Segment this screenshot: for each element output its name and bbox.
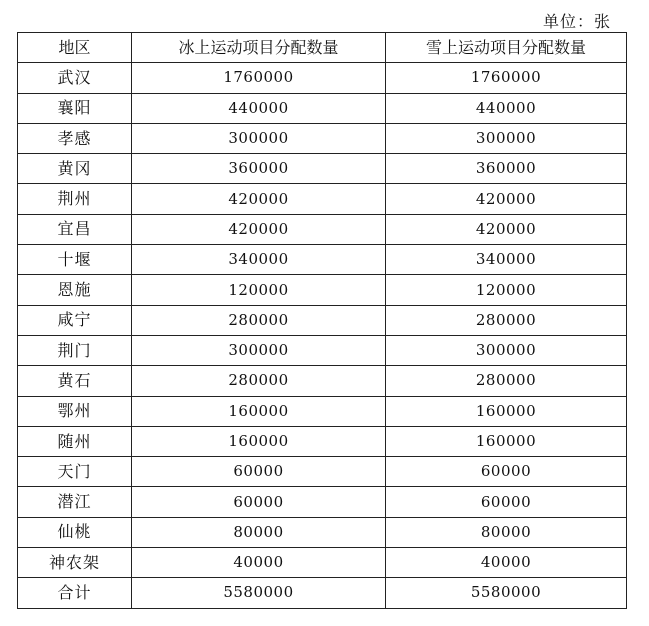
snow-allocation-cell: 280000 <box>386 366 627 396</box>
snow-allocation-cell: 360000 <box>386 154 627 184</box>
table-row <box>18 366 627 396</box>
table-row <box>18 275 627 305</box>
ice-allocation-cell: 60000 <box>132 457 386 487</box>
region-cell: 神农架 <box>18 548 132 578</box>
header-region: 地区 <box>18 33 132 63</box>
table-row <box>18 93 627 123</box>
snow-allocation-cell: 300000 <box>386 123 627 153</box>
table-row <box>18 63 627 93</box>
table-row <box>18 123 627 153</box>
ice-allocation-cell: 340000 <box>132 245 386 275</box>
snow-allocation-cell: 1760000 <box>386 63 627 93</box>
region-cell: 随州 <box>18 426 132 456</box>
ice-allocation-cell: 300000 <box>132 335 386 365</box>
table-row <box>18 305 627 335</box>
snow-allocation-cell: 280000 <box>386 305 627 335</box>
ice-allocation-cell: 160000 <box>132 426 386 456</box>
ice-allocation-cell: 1760000 <box>132 63 386 93</box>
header-snow-allocation: 雪上运动项目分配数量 <box>386 33 627 63</box>
table-body <box>18 63 627 608</box>
snow-allocation-cell: 160000 <box>386 426 627 456</box>
snow-allocation-cell: 420000 <box>386 214 627 244</box>
snow-allocation-cell: 80000 <box>386 517 627 547</box>
ice-allocation-cell: 5580000 <box>132 578 386 608</box>
table-row <box>18 184 627 214</box>
region-cell: 武汉 <box>18 63 132 93</box>
table-row <box>18 548 627 578</box>
snow-allocation-cell: 120000 <box>386 275 627 305</box>
table-row <box>18 335 627 365</box>
table-row <box>18 214 627 244</box>
snow-allocation-cell: 440000 <box>386 93 627 123</box>
region-cell: 合计 <box>18 578 132 608</box>
ice-allocation-cell: 40000 <box>132 548 386 578</box>
table-row <box>18 426 627 456</box>
ice-allocation-cell: 60000 <box>132 487 386 517</box>
snow-allocation-cell: 420000 <box>386 184 627 214</box>
table-row <box>18 396 627 426</box>
ice-allocation-cell: 420000 <box>132 184 386 214</box>
unit-label: 单位：张 <box>542 12 611 31</box>
table-row <box>18 517 627 547</box>
allocation-table <box>17 32 627 609</box>
snow-allocation-cell: 300000 <box>386 335 627 365</box>
snow-allocation-cell: 60000 <box>386 487 627 517</box>
ice-allocation-cell: 300000 <box>132 123 386 153</box>
snow-allocation-cell: 5580000 <box>386 578 627 608</box>
table-row <box>18 457 627 487</box>
ice-allocation-cell: 120000 <box>132 275 386 305</box>
region-cell: 荆州 <box>18 184 132 214</box>
region-cell: 咸宁 <box>18 305 132 335</box>
ice-allocation-cell: 440000 <box>132 93 386 123</box>
region-cell: 黄冈 <box>18 154 132 184</box>
snow-allocation-cell: 340000 <box>386 245 627 275</box>
table-row <box>18 487 627 517</box>
ice-allocation-cell: 80000 <box>132 517 386 547</box>
region-cell: 宜昌 <box>18 214 132 244</box>
region-cell: 荆门 <box>18 335 132 365</box>
ice-allocation-cell: 160000 <box>132 396 386 426</box>
region-cell: 孝感 <box>18 123 132 153</box>
region-cell: 黄石 <box>18 366 132 396</box>
table-row <box>18 245 627 275</box>
region-cell: 襄阳 <box>18 93 132 123</box>
snow-allocation-cell: 160000 <box>386 396 627 426</box>
region-cell: 十堰 <box>18 245 132 275</box>
region-cell: 潜江 <box>18 487 132 517</box>
region-cell: 天门 <box>18 457 132 487</box>
table-header-row <box>18 33 627 63</box>
header-ice-allocation: 冰上运动项目分配数量 <box>132 33 386 63</box>
ice-allocation-cell: 420000 <box>132 214 386 244</box>
ice-allocation-cell: 360000 <box>132 154 386 184</box>
snow-allocation-cell: 60000 <box>386 457 627 487</box>
region-cell: 鄂州 <box>18 396 132 426</box>
ice-allocation-cell: 280000 <box>132 305 386 335</box>
region-cell: 恩施 <box>18 275 132 305</box>
table-row <box>18 154 627 184</box>
snow-allocation-cell: 40000 <box>386 548 627 578</box>
table-row <box>18 578 627 608</box>
region-cell: 仙桃 <box>18 517 132 547</box>
ice-allocation-cell: 280000 <box>132 366 386 396</box>
